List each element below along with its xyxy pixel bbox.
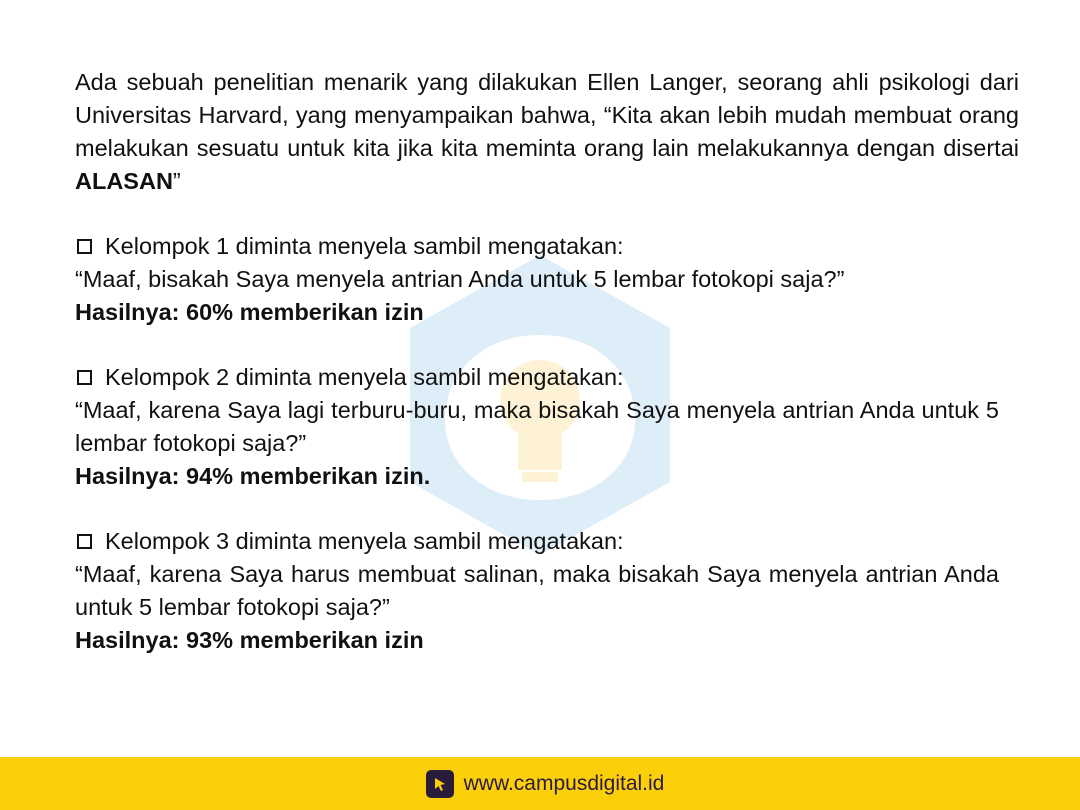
group-quote: “Maaf, bisakah Saya menyela antrian Anda untuk 5 lembar fotokopi saja?” <box>75 266 845 292</box>
footer-url[interactable]: www.campusdigital.id <box>463 771 665 795</box>
slide-content <box>75 66 1019 657</box>
group-heading <box>75 525 1019 558</box>
group-heading-text: Kelompok 1 diminta menyela sambil mengatakan: <box>105 233 624 259</box>
checkbox-icon <box>77 534 92 549</box>
group-result: Hasilnya: 60% memberikan izin <box>75 299 424 325</box>
group-3 <box>75 525 1019 657</box>
group-1 <box>75 230 1019 329</box>
footer-brand <box>426 770 665 798</box>
group-quote: “Maaf, karena Saya harus membuat salinan, maka bisakah Saya menyela antrian Anda untuk 5 lembar fotokopi saja?” <box>75 561 999 620</box>
group-heading <box>75 361 1019 394</box>
group-quote: “Maaf, karena Saya lagi terburu-buru, maka bisakah Saya menyela antrian Anda untuk 5 lembar fotokopi saja?” <box>75 397 999 456</box>
intro-end: ” <box>172 168 181 194</box>
group-heading-text: Kelompok 3 diminta menyela sambil mengatakan: <box>105 528 624 554</box>
group-2 <box>75 361 1019 493</box>
checkbox-icon <box>77 239 92 254</box>
group-result: Hasilnya: 94% memberikan izin. <box>75 463 431 489</box>
group-heading-text: Kelompok 2 diminta menyela sambil mengatakan: <box>105 364 624 390</box>
cursor-icon <box>426 770 454 798</box>
group-heading <box>75 230 1019 263</box>
checkbox-icon <box>77 370 92 385</box>
intro-emphasis: ALASAN <box>75 168 173 194</box>
footer-bar <box>0 757 1080 810</box>
group-result: Hasilnya: 93% memberikan izin <box>75 627 424 653</box>
intro-paragraph <box>75 66 1019 198</box>
intro-text: Ada sebuah penelitian menarik yang dilakukan Ellen Langer, seorang ahli psikologi dari Universitas Harvard, yang menyampaikan bahwa, “Kita akan lebih mudah membuat orang melakukan sesuatu untuk kita jika kita meminta orang lain melakukannya dengan disertai <box>75 69 1019 161</box>
